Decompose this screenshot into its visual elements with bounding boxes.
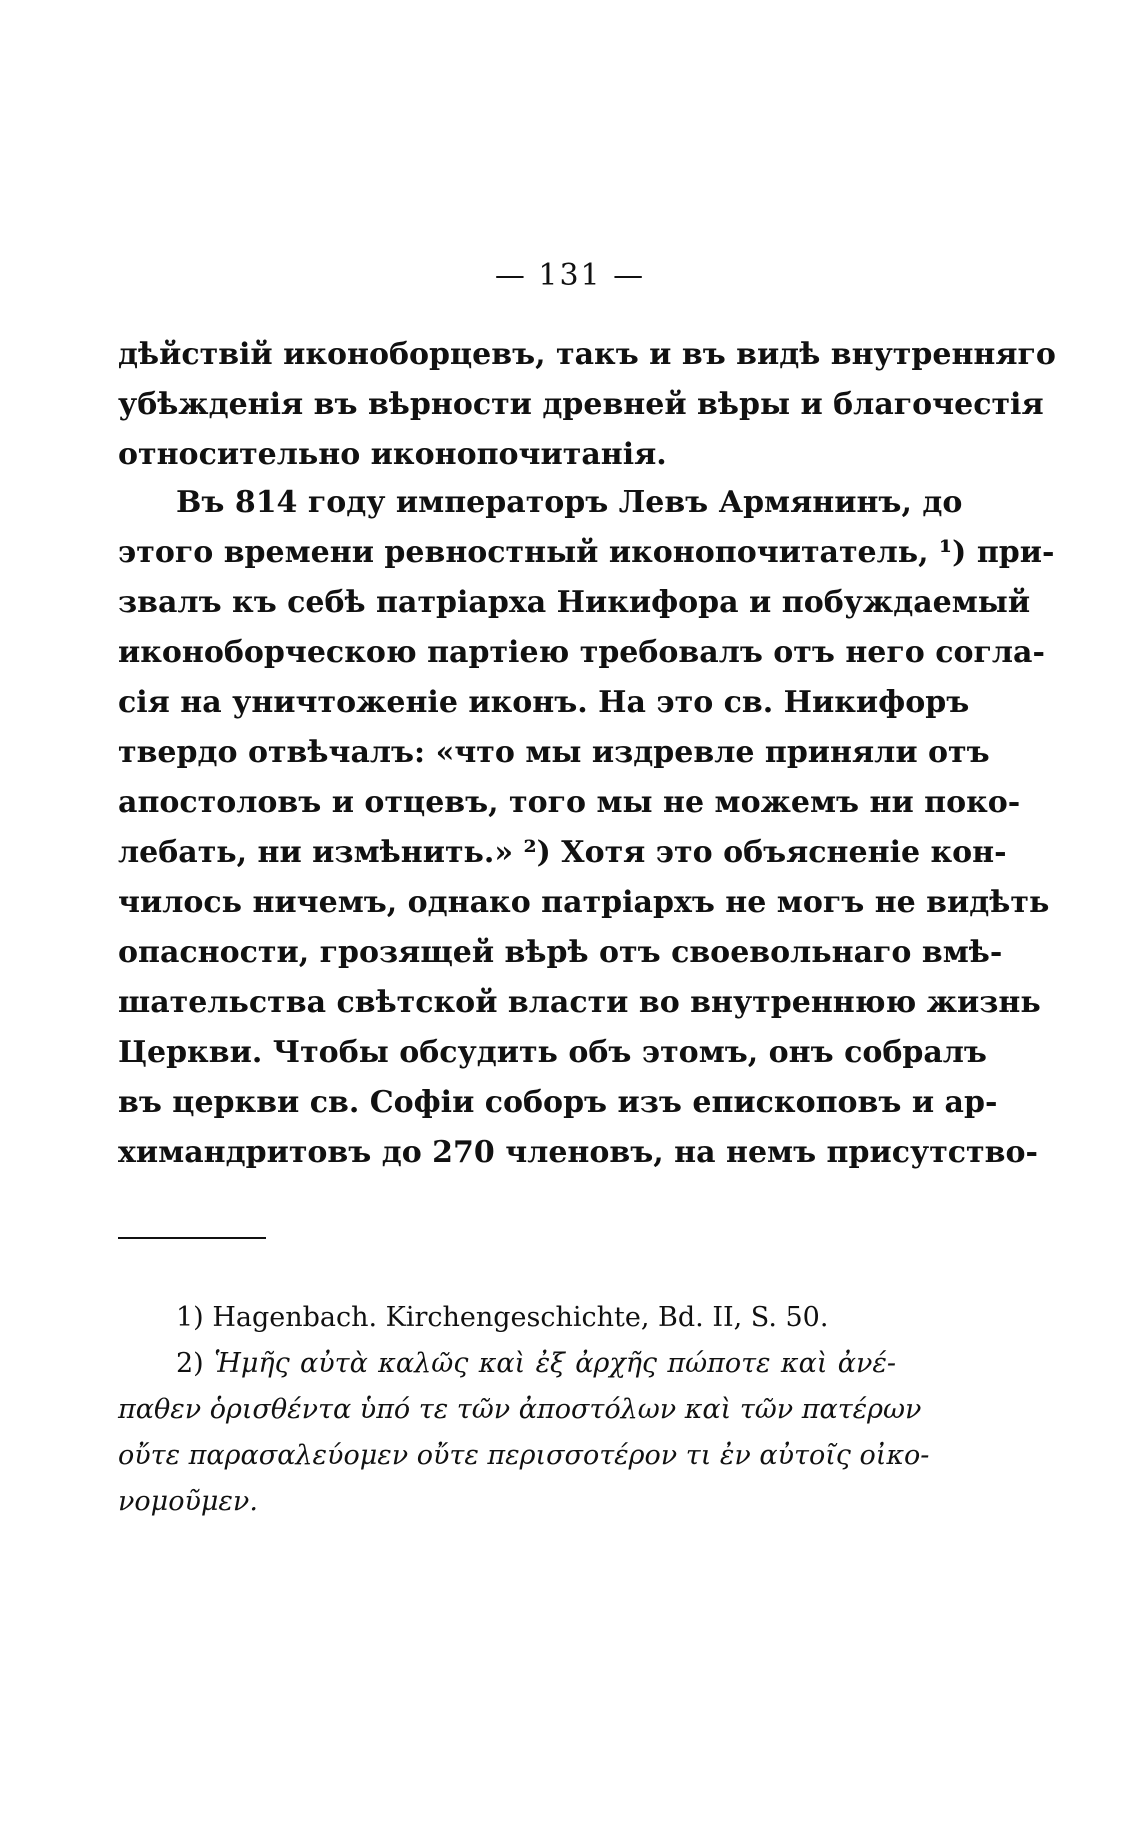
text-line: опасности, грозящей вѣрѣ отъ своевольнаго вмѣ- bbox=[118, 935, 1003, 970]
footnote-divider bbox=[118, 1237, 266, 1239]
text-line: этого времени ревностный иконопочитатель, ¹) при- bbox=[118, 535, 1055, 570]
paragraph-2 bbox=[118, 478, 1055, 1178]
page-number: — 131 — bbox=[494, 258, 646, 293]
footnotes bbox=[118, 1295, 930, 1525]
text-line: сія на уничтоженіе иконъ. На это св. Никифоръ bbox=[118, 685, 970, 720]
text-line: химандритовъ до 270 членовъ, на немъ присутство- bbox=[118, 1135, 1038, 1170]
footnote-2-line: οὔτε παρασαλεύομεν οὔτε περισσοτέρον τι ἐν αὐτοῖς οἰκο- bbox=[118, 1440, 930, 1471]
text-line: дѣйствій иконоборцевъ, такъ и въ видѣ внутренняго bbox=[118, 337, 1056, 372]
text-line: относительно иконопочитанія. bbox=[118, 437, 667, 472]
text-line: Церкви. Чтобы обсудить объ этомъ, онъ собралъ bbox=[118, 1035, 987, 1070]
text-line: убѣжденія въ вѣрности древней вѣры и благочестія bbox=[118, 387, 1044, 422]
footnote-1-mark: 1) bbox=[176, 1302, 204, 1333]
footnote-2-mark: 2) bbox=[176, 1348, 204, 1379]
text-line: апостоловъ и отцевъ, того мы не можемъ ни поко- bbox=[118, 785, 1021, 820]
text-line: лебать, ни измѣнить.» ²) Хотя это объясненіе кон- bbox=[118, 835, 1007, 870]
text-line: шательства свѣтской власти во внутреннюю жизнь bbox=[118, 985, 1041, 1020]
paragraph-1 bbox=[118, 330, 1056, 480]
footnote-2-text: Ἡμῆς αὐτὰ καλῶς καὶ ἐξ ἀρχῆς πώποτε καὶ ἀνέ- bbox=[214, 1348, 896, 1379]
footnote-1-text: Hagenbach. Kirchengeschichte, Bd. II, S. 50. bbox=[212, 1302, 829, 1333]
text-line: въ церкви св. Софіи соборъ изъ епископовъ и ар- bbox=[118, 1085, 998, 1120]
footnote-1 bbox=[118, 1295, 896, 1341]
text-line: Въ 814 году императоръ Левъ Армянинъ, до bbox=[176, 485, 963, 520]
text-line: чилось ничемъ, однако патріархъ не могъ не видѣть bbox=[118, 885, 1050, 920]
footnote-2-line bbox=[118, 1341, 896, 1387]
footnote-2-line: παθεν ὁρισθέντα ὑπό τε τῶν ἀποστόλων καὶ τῶν πατέρων bbox=[118, 1394, 922, 1425]
text-line: твердо отвѣчалъ: «что мы издревле приняли отъ bbox=[118, 735, 990, 770]
footnote-2-line: νομοῦμεν. bbox=[118, 1486, 258, 1517]
text-line: звалъ къ себѣ патріарха Никифора и побуждаемый bbox=[118, 585, 1031, 620]
text-line: иконоборческою партіею требовалъ отъ него согла- bbox=[118, 635, 1045, 670]
